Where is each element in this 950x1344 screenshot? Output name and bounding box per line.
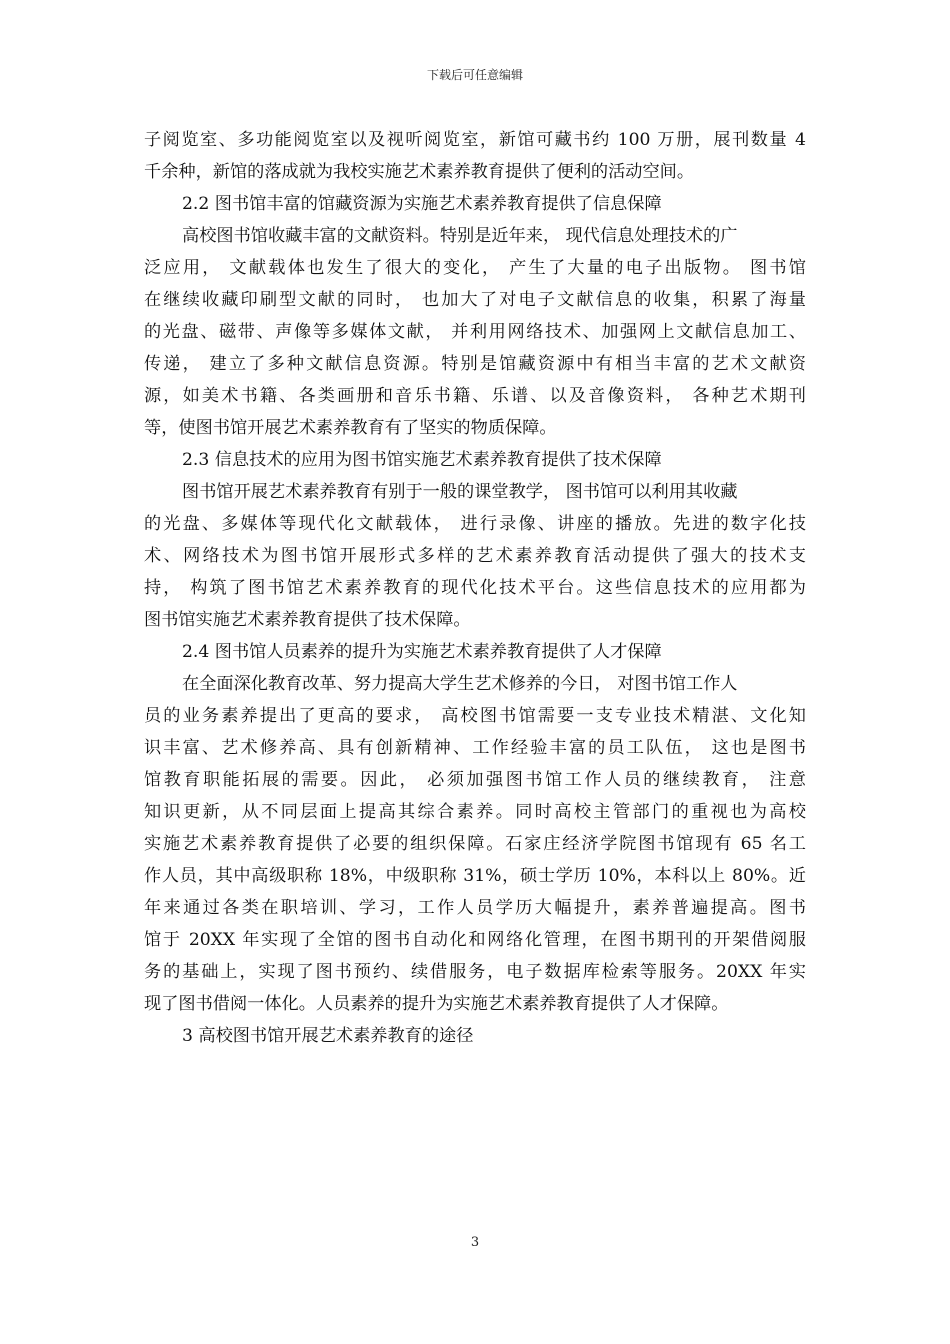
text-line: 等，使图书馆开展艺术素养教育有了坚实的物质保障。 bbox=[144, 418, 557, 438]
section-heading: 2.3 信息技术的应用为图书馆实施艺术素养教育提供了技术保障 bbox=[182, 450, 662, 470]
page-number: 3 bbox=[470, 1235, 480, 1250]
text-line: 馆于 20XX 年实现了全馆的图书自动化和网络化管理，在图书期刊的开架借阅服 bbox=[144, 930, 806, 950]
text-line: 千余种，新馆的落成就为我校实施艺术素养教育提供了便利的活动空间。 bbox=[144, 162, 695, 182]
text-line: 图书馆开展艺术素养教育有别于一般的课堂教学， 图书馆可以利用其收藏 bbox=[182, 482, 738, 502]
text-line: 实施艺术素养教育提供了必要的组织保障。石家庄经济学院图书馆现有 65 名工 bbox=[144, 834, 806, 854]
text-line: 馆教育职能拓展的需要。因此， 必须加强图书馆工作人员的继续教育， 注意 bbox=[144, 770, 806, 790]
text-line: 识丰富、艺术修养高、具有创新精神、工作经验丰富的员工队伍， 这也是图书 bbox=[144, 738, 806, 758]
page-header: 下载后可任意编辑 bbox=[426, 68, 523, 82]
text-line: 持， 构筑了图书馆艺术素养教育的现代化技术平台。这些信息技术的应用都为 bbox=[144, 578, 806, 598]
text-line: 在继续收藏印刷型文献的同时， 也加大了对电子文献信息的收集，积累了海量 bbox=[144, 290, 806, 310]
text-line: 的光盘、磁带、声像等多媒体文献， 并利用网络技术、加强网上文献信息加工、 bbox=[144, 322, 806, 342]
text-line: 知识更新，从不同层面上提高其综合素养。同时高校主管部门的重视也为高校 bbox=[144, 802, 806, 822]
text-line: 务的基础上，实现了图书预约、续借服务，电子数据库检索等服务。20XX 年实 bbox=[144, 962, 806, 982]
section-heading: 3 高校图书馆开展艺术素养教育的途径 bbox=[182, 1026, 474, 1046]
text-line: 高校图书馆收藏丰富的文献资料。特别是近年来， 现代信息处理技术的广 bbox=[182, 226, 738, 246]
text-line: 泛应用， 文献载体也发生了很大的变化， 产生了大量的电子出版物。 图书馆 bbox=[144, 258, 806, 278]
document-body bbox=[144, 124, 806, 1052]
section-heading: 2.2 图书馆丰富的馆藏资源为实施艺术素养教育提供了信息保障 bbox=[182, 194, 662, 214]
section-heading: 2.4 图书馆人员素养的提升为实施艺术素养教育提供了人才保障 bbox=[182, 642, 662, 662]
text-line: 图书馆实施艺术素养教育提供了技术保障。 bbox=[144, 610, 471, 630]
text-line: 在全面深化教育改革、努力提高大学生艺术修养的今日， 对图书馆工作人 bbox=[182, 674, 738, 694]
text-line: 现了图书借阅一体化。人员素养的提升为实施艺术素养教育提供了人才保障。 bbox=[144, 994, 729, 1014]
text-line: 源，如美术书籍、各类画册和音乐书籍、乐谱、以及音像资料， 各种艺术期刊 bbox=[144, 386, 806, 406]
text-line: 术、网络技术为图书馆开展形式多样的艺术素养教育活动提供了强大的技术支 bbox=[144, 546, 806, 566]
text-line: 子阅览室、多功能阅览室以及视听阅览室，新馆可藏书约 100 万册，展刊数量 4 bbox=[144, 130, 806, 150]
text-line: 员的业务素养提出了更高的要求， 高校图书馆需要一支专业技术精湛、文化知 bbox=[144, 706, 806, 726]
text-line: 的光盘、多媒体等现代化文献载体， 进行录像、讲座的播放。先进的数字化技 bbox=[144, 514, 806, 534]
text-line: 年来通过各类在职培训、学习，工作人员学历大幅提升，素养普遍提高。图书 bbox=[144, 898, 806, 918]
text-line: 传递， 建立了多种文献信息资源。特别是馆藏资源中有相当丰富的艺术文献资 bbox=[144, 354, 806, 374]
text-line: 作人员，其中高级职称 18%，中级职称 31%，硕士学历 10%，本科以上 80%。近 bbox=[144, 866, 806, 886]
